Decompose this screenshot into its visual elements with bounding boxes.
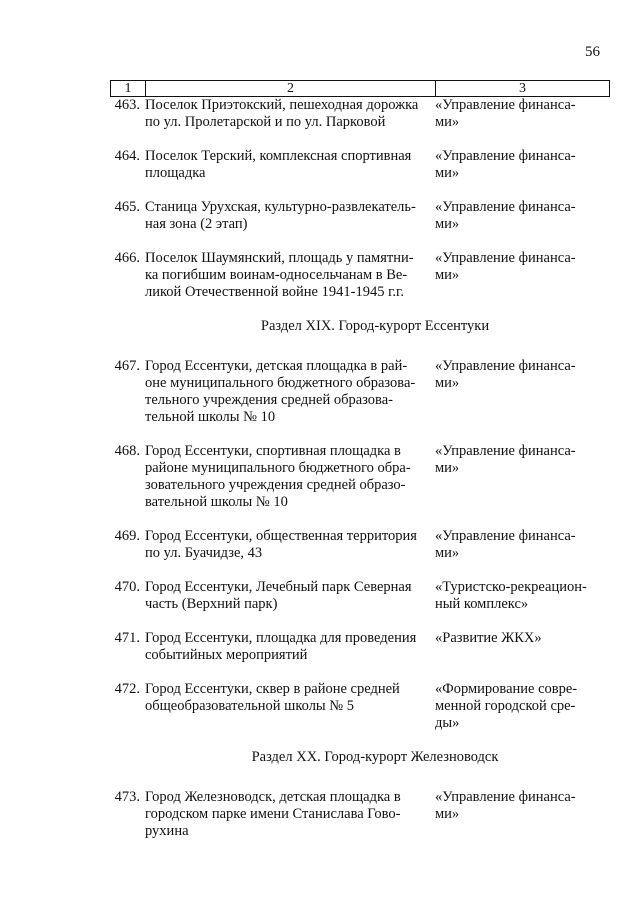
row-number: 470. <box>114 579 140 595</box>
object-name <box>145 443 435 511</box>
row-number: 472. <box>114 681 140 697</box>
object-name-line: районе муниципального бюджетного обра- <box>145 460 411 476</box>
object-name-line: Поселок Приэтокский, пешеходная дорожка <box>145 97 419 113</box>
program-name <box>435 681 608 732</box>
object-name-line: Город Ессентуки, спортивная площадка в <box>145 443 401 459</box>
program-name-line: «Управление финанса- <box>435 789 576 805</box>
row-number: 463. <box>114 97 140 113</box>
row-number: 467. <box>114 358 140 374</box>
program-name-line: ми» <box>435 460 460 476</box>
program-name <box>435 789 608 840</box>
object-name-line: Станица Урухская, культурно-развлекатель- <box>145 199 416 215</box>
object-name <box>145 358 435 426</box>
table-row <box>110 250 610 301</box>
object-name <box>145 97 435 131</box>
program-name-line: «Управление финанса- <box>435 358 576 374</box>
program-name-line: «Формирование совре- <box>435 681 578 697</box>
object-name-line: Город Ессентуки, сквер в районе средней <box>145 681 400 697</box>
object-name-line: зовательного учреждения средней образо- <box>145 477 406 493</box>
object-name-line: по ул. Буачидзе, 43 <box>145 545 263 561</box>
object-name <box>145 789 435 840</box>
object-name-line: по ул. Пролетарской и по ул. Парковой <box>145 114 386 130</box>
program-name-line: ми» <box>435 545 460 561</box>
section-title: Раздел XX. Город-курорт Железноводск <box>251 749 499 765</box>
program-name-line: ми» <box>435 216 460 232</box>
program-name <box>435 579 608 613</box>
program-name-line: «Управление финанса- <box>435 199 576 215</box>
program-name-line: ми» <box>435 165 460 181</box>
object-name <box>145 681 435 732</box>
object-name <box>145 250 435 301</box>
object-name <box>145 148 435 182</box>
object-name-line: Поселок Терский, комплексная спортивная <box>145 148 412 164</box>
object-name-line: вательной школы № 10 <box>145 494 288 510</box>
row-number: 464. <box>114 148 140 164</box>
object-name-line: Город Ессентуки, детская площадка в рай- <box>145 358 408 374</box>
object-name-line: ная зона (2 этап) <box>145 216 248 232</box>
table-row <box>110 199 610 233</box>
header-col-2: 2 <box>146 81 436 96</box>
object-name-line: оне муниципального бюджетного образова- <box>145 375 416 391</box>
object-name-line: часть (Верхний парк) <box>145 596 278 612</box>
row-number: 471. <box>114 630 140 646</box>
program-name-line: «Развитие ЖКХ» <box>435 630 542 646</box>
program-name-line: ми» <box>435 806 460 822</box>
object-name-line: Город Ессентуки, площадка для проведения <box>145 630 417 646</box>
program-name-line: ми» <box>435 375 460 391</box>
row-number: 469. <box>114 528 140 544</box>
program-name-line: ми» <box>435 267 460 283</box>
program-name <box>435 358 608 426</box>
object-name <box>145 528 435 562</box>
object-name-line: ка погибшим воинам-односельчанам в Ве- <box>145 267 408 283</box>
table-header <box>110 80 610 97</box>
program-name-line: «Управление финанса- <box>435 97 576 113</box>
program-name <box>435 528 608 562</box>
row-number: 465. <box>114 199 140 215</box>
program-name-line: «Управление финанса- <box>435 250 576 266</box>
object-name-line: Город Ессентуки, общественная территория <box>145 528 417 544</box>
object-name-line: событийных мероприятий <box>145 647 308 663</box>
object-name-line: рухина <box>145 823 189 839</box>
program-name-line: ный комплекс» <box>435 596 529 612</box>
program-name <box>435 630 608 664</box>
header-col-1: 1 <box>111 81 146 96</box>
table-row <box>110 358 610 426</box>
object-name-line: городском парке имени Станислава Гово- <box>145 806 401 822</box>
row-number: 473. <box>114 789 140 805</box>
table-row <box>110 630 610 664</box>
program-name-line: «Управление финанса- <box>435 528 576 544</box>
program-name <box>435 250 608 301</box>
program-name-line: «Управление финанса- <box>435 148 576 164</box>
program-name-line: «Туристско-рекреацион- <box>435 579 587 595</box>
program-name-line: ды» <box>435 715 460 731</box>
table-row <box>110 528 610 562</box>
object-name-line: общеобразовательной школы № 5 <box>145 698 355 714</box>
object-name-line: тельной школы № 10 <box>145 409 276 425</box>
page-number: 56 <box>585 44 600 60</box>
section-title: Раздел XIX. Город-курорт Ессентуки <box>260 318 490 334</box>
row-number: 468. <box>114 443 140 459</box>
table-row <box>110 789 610 840</box>
object-name-line: ликой Отечественной войне 1941-1945 г.г. <box>145 284 404 300</box>
table-row <box>110 97 610 131</box>
object-name <box>145 199 435 233</box>
table-row <box>110 579 610 613</box>
object-name-line: тельного учреждения средней образова- <box>145 392 393 408</box>
program-name <box>435 148 608 182</box>
table-row <box>110 148 610 182</box>
object-name <box>145 630 435 664</box>
object-name-line: площадка <box>145 165 206 181</box>
program-name-line: «Управление финанса- <box>435 443 576 459</box>
program-name <box>435 199 608 233</box>
object-name-line: Поселок Шаумянский, площадь у памятни- <box>145 250 414 266</box>
row-number: 466. <box>114 250 140 266</box>
program-name <box>435 97 608 131</box>
program-name <box>435 443 608 511</box>
table-row <box>110 681 610 732</box>
table-body <box>110 97 610 857</box>
object-name-line: Город Ессентуки, Лечебный парк Северная <box>145 579 412 595</box>
object-name <box>145 579 435 613</box>
program-name-line: ми» <box>435 114 460 130</box>
header-col-3: 3 <box>519 81 526 96</box>
table-row <box>110 443 610 511</box>
object-name-line: Город Железноводск, детская площадка в <box>145 789 401 805</box>
program-name-line: менной городской сре- <box>435 698 576 714</box>
